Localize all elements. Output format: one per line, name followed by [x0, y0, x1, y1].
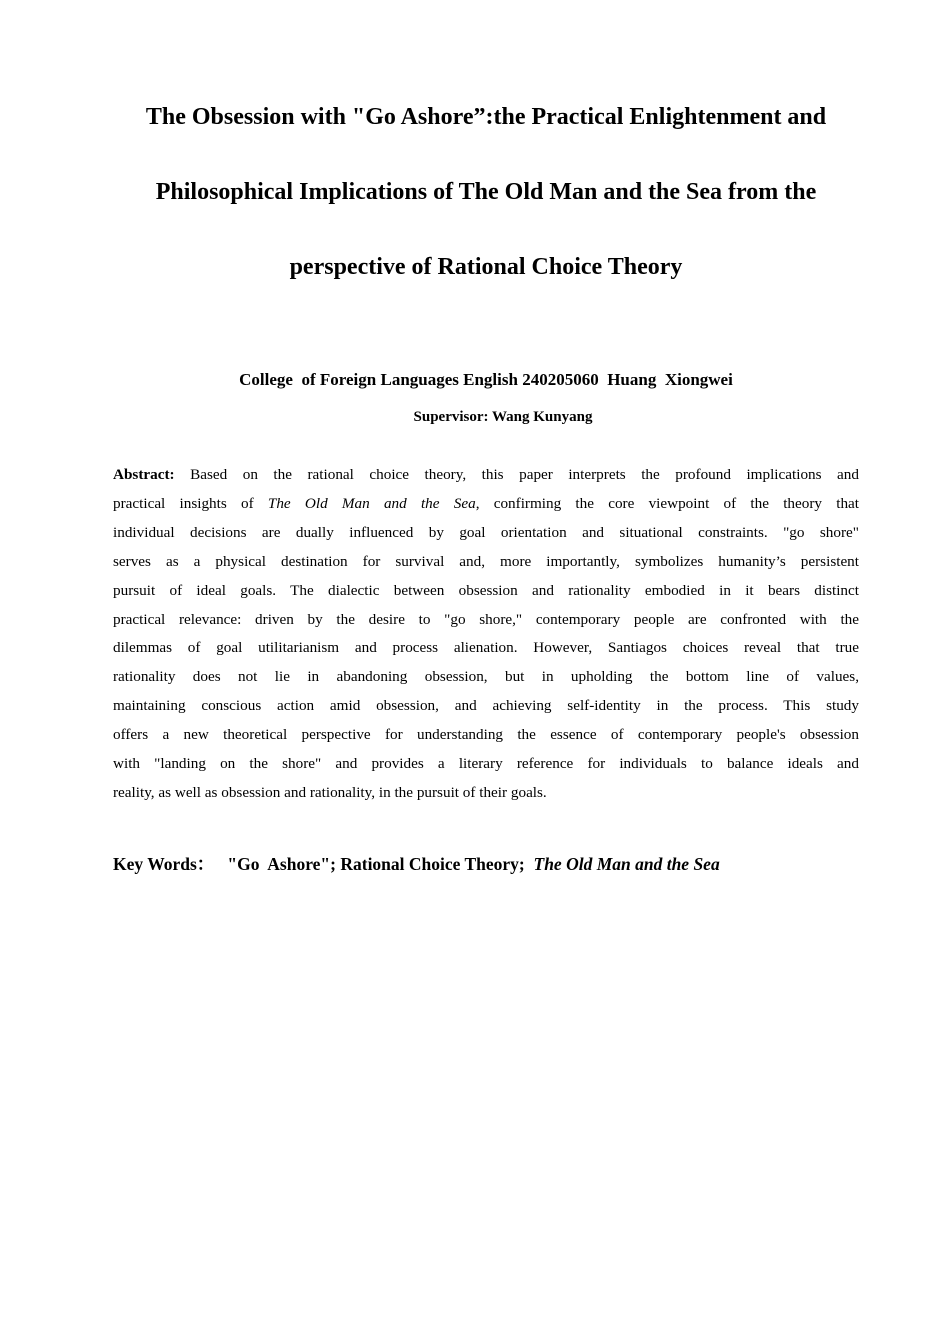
book-title: The Old Man and the Sea	[267, 494, 476, 512]
keywords-label: Key Words：	[113, 854, 215, 874]
title-line-3: perspective of Rational Choice Theory	[289, 254, 683, 280]
abstract-line: serves as a physical destination for survival and, more importantly, symbolizes humanity’s persistent	[113, 552, 859, 570]
author-line: College of Foreign Languages English 240205060 Huang Xiongwei	[239, 370, 733, 389]
abstract-line: Abstract: Based on the rational choice theory, this paper interprets the profound implications and	[113, 466, 859, 483]
abstract-line: pursuit of ideal goals. The dialectic between obsession and rationality embodied in it bears distinct	[113, 581, 859, 599]
abstract	[113, 461, 859, 808]
abstract-line: reality, as well as obsession and rationality, in the pursuit of their goals.	[113, 783, 547, 801]
keywords-book-title: The Old Man and the Sea	[533, 854, 720, 874]
paper-title	[100, 80, 872, 305]
abstract-line: rationality does not lie in abandoning obsession, but in upholding the bottom line of values,	[113, 668, 859, 686]
abstract-line: offers a new theoretical perspective for understanding the essence of contemporary people's obsession	[113, 726, 859, 744]
abstract-line: practical relevance: driven by the desire to "go shore," contemporary people are confronted with the	[113, 610, 859, 628]
supervisor-line: Supervisor: Wang Kunyang	[413, 409, 593, 425]
abstract-line: with "landing on the shore" and provides a literary reference for individuals to balance ideals and	[113, 755, 859, 773]
abstract-line: maintaining conscious action amid obsession, and achieving self-identity in the process. This study	[113, 697, 859, 715]
abstract-line: practical insights of The Old Man and the Sea, confirming the core viewpoint of the theory that	[113, 494, 859, 512]
title-line-2: Philosophical Implications of The Old Man and the Sea from the	[155, 179, 817, 205]
abstract-label: Abstract:	[113, 466, 175, 483]
abstract-line: dilemmas of goal utilitarianism and process alienation. However, Santiagos choices reveal that true	[113, 639, 859, 657]
keywords	[113, 851, 720, 876]
keywords-terms: "Go Ashore"; Rational Choice Theory;	[227, 854, 534, 874]
title-line-1: The Obsession with "Go Ashore”:the Practical Enlightenment and	[145, 104, 827, 130]
abstract-line: individual decisions are dually influenced by goal orientation and situational constraints. "go shore"	[113, 523, 859, 541]
